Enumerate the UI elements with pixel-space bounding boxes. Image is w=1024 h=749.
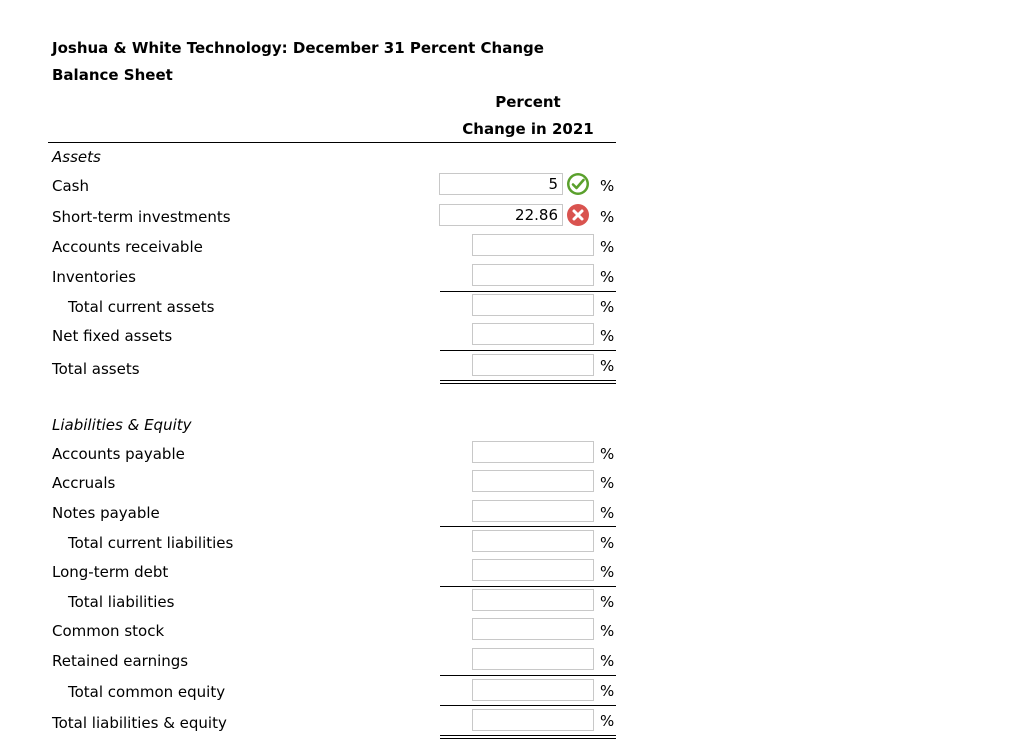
percent-unit: % — [600, 563, 615, 581]
percent-unit: % — [600, 268, 615, 286]
row-label-total-liabilities: Total liabilities — [68, 593, 175, 611]
total-current-liabilities-input[interactable] — [472, 530, 594, 552]
net-fixed-assets-input[interactable] — [472, 323, 594, 345]
column-heading-line1: Percent — [495, 93, 561, 111]
total-current-assets-input[interactable] — [472, 294, 594, 316]
row-label-accounts-payable: Accounts payable — [52, 445, 185, 463]
percent-unit: % — [600, 504, 615, 522]
total-common-equity-input[interactable] — [472, 679, 594, 701]
row-label-total-current-assets: Total current assets — [68, 298, 215, 316]
total-liabilities-and-equity-input[interactable] — [472, 709, 594, 731]
percent-unit: % — [600, 327, 615, 345]
check-circle-icon — [566, 172, 590, 196]
total-double-rule-bottom — [440, 738, 616, 739]
percent-unit: % — [600, 622, 615, 640]
row-label-total-common-equity: Total common equity — [68, 683, 226, 701]
row-label-notes-payable: Notes payable — [52, 504, 160, 522]
row-label-retained-earnings: Retained earnings — [52, 652, 189, 670]
percent-unit: % — [600, 445, 615, 463]
row-label-common-stock: Common stock — [52, 622, 165, 640]
row-label-accruals: Accruals — [52, 474, 116, 492]
total-assets-input[interactable] — [472, 354, 594, 376]
row-label-long-term-debt: Long-term debt — [52, 563, 169, 581]
subtotal-rule — [440, 705, 616, 706]
row-label-net-fixed-assets: Net fixed assets — [52, 327, 173, 345]
percent-unit: % — [600, 712, 615, 730]
x-circle-icon — [566, 203, 590, 227]
subtotal-rule — [440, 675, 616, 676]
accruals-input[interactable] — [472, 470, 594, 492]
total-liabilities-input[interactable] — [472, 589, 594, 611]
notes-payable-input[interactable] — [472, 500, 594, 522]
row-label-short-term-investments: Short-term investments — [52, 208, 231, 226]
accounts-payable-input[interactable] — [472, 441, 594, 463]
row-label-total-liabilities-and-equity: Total liabilities & equity — [52, 714, 227, 732]
percent-unit: % — [600, 534, 615, 552]
accounts-receivable-input[interactable] — [472, 234, 594, 256]
row-label-inventories: Inventories — [52, 268, 136, 286]
row-label-cash: Cash — [52, 177, 89, 195]
percent-unit: % — [600, 652, 615, 670]
column-heading-line2: Change in 2021 — [462, 120, 594, 138]
percent-unit: % — [600, 357, 615, 375]
assets-section-label: Assets — [52, 148, 101, 166]
percent-unit: % — [600, 474, 615, 492]
total-double-rule-top — [440, 380, 616, 381]
liabilities-section-label: Liabilities & Equity — [52, 416, 192, 434]
percent-unit: % — [600, 238, 615, 256]
short-term-investments-input[interactable] — [439, 204, 563, 226]
percent-unit: % — [600, 208, 615, 226]
header-divider — [48, 142, 616, 143]
page-subtitle: Balance Sheet — [52, 66, 173, 84]
inventories-input[interactable] — [472, 264, 594, 286]
row-label-total-current-liabilities: Total current liabilities — [68, 534, 234, 552]
row-label-total-assets: Total assets — [52, 360, 140, 378]
subtotal-rule — [440, 291, 616, 292]
common-stock-input[interactable] — [472, 618, 594, 640]
subtotal-rule — [440, 586, 616, 587]
percent-unit: % — [600, 298, 615, 316]
percent-unit: % — [600, 593, 615, 611]
retained-earnings-input[interactable] — [472, 648, 594, 670]
subtotal-rule — [440, 350, 616, 351]
percent-unit: % — [600, 177, 615, 195]
subtotal-rule — [440, 526, 616, 527]
total-double-rule-top — [440, 735, 616, 736]
cash-input[interactable] — [439, 173, 563, 195]
long-term-debt-input[interactable] — [472, 559, 594, 581]
percent-unit: % — [600, 682, 615, 700]
row-label-accounts-receivable: Accounts receivable — [52, 238, 203, 256]
page-title: Joshua & White Technology: December 31 Percent Change — [52, 39, 544, 57]
total-double-rule-bottom — [440, 383, 616, 384]
